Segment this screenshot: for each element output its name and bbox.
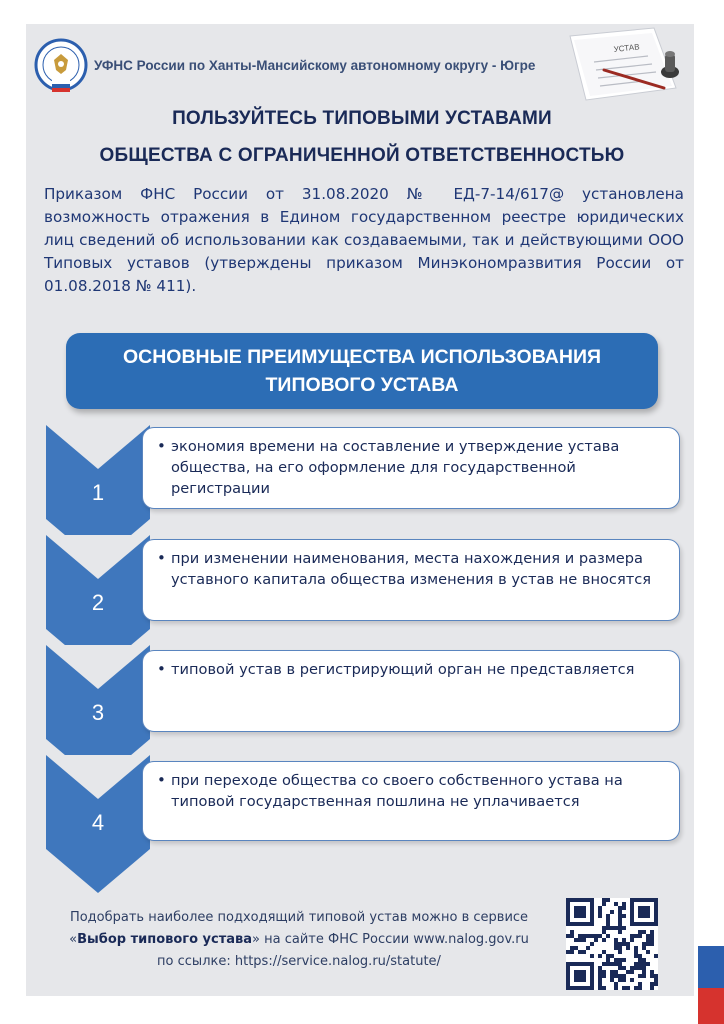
charter-document-label: УСТАВ (613, 42, 640, 54)
intro-paragraph: Приказом ФНС России от 31.08.2020 № ЕД-7-14/617@ установлена возможность отражения в Едином государственном реестре юридических лиц сведений об использовании как создаваемыми, так и действующими ООО Типовых уставов (утверждены приказом Минэкономразвития России от 01.08.2018 № 411). (44, 185, 684, 295)
step-1-text: экономия времени на составление и утверждение устава общества, на его оформление для государственной регистрации (171, 438, 620, 497)
bullet-icon: • (157, 437, 166, 455)
step-3-card (142, 650, 680, 732)
step-1-number: 1 (91, 480, 105, 505)
step-3-number: 3 (91, 700, 105, 725)
step-2-text: при изменении наименования, места нахождения и размера уставного капитала общества изменения в устав не вносятся (171, 550, 652, 588)
main-subtitle: ОБЩЕСТВА С ОГРАНИЧЕННОЙ ОТВЕТСТВЕННОСТЬЮ (99, 145, 625, 166)
banner-line-1: ОСНОВНЫЕ ПРЕИМУЩЕСТВА ИСПОЛЬЗОВАНИЯ (122, 346, 602, 368)
banner-line-2: ТИПОВОГО УСТАВА (265, 374, 459, 396)
advantages-banner (66, 333, 658, 409)
bullet-icon: • (157, 660, 166, 678)
main-title: ПОЛЬЗУЙТЕСЬ ТИПОВЫМИ УСТАВАМИ (172, 108, 552, 129)
step-4-card (142, 761, 680, 841)
bullet-icon: • (157, 549, 166, 567)
footer-quote-open: « (69, 932, 78, 947)
footer-line-2 (44, 929, 554, 951)
footer-line-3[interactable]: по ссылке: https://service.nalog.ru/statute/ (157, 954, 441, 969)
step-2-card (142, 539, 680, 621)
footer-line-1: Подобрать наиболее подходящий типовой устав можно в сервисе (69, 910, 529, 925)
footer-service-link[interactable]: Выбор типового устава (77, 932, 253, 947)
flag-stripe-decoration (698, 906, 724, 1024)
step-2-number: 2 (91, 590, 105, 615)
bullet-icon: • (157, 771, 166, 789)
footer-text (44, 907, 554, 973)
step-1-card (142, 427, 680, 509)
charter-document-illustration (564, 26, 688, 102)
footer-line-2-rest: » на сайте ФНС России www.nalog.gov.ru (252, 932, 529, 947)
qr-code-icon[interactable] (566, 898, 658, 990)
step-4-number: 4 (91, 810, 105, 835)
fns-emblem-logo (34, 38, 88, 94)
step-4-text: при переходе общества со своего собственного устава на типовой государственная пошлина не уплачивается (171, 772, 623, 810)
header-organization: УФНС России по Ханты-Мансийскому автономному округу - Югре (94, 58, 536, 73)
step-3-text: типовой устав в регистрирующий орган не представляется (171, 661, 635, 678)
